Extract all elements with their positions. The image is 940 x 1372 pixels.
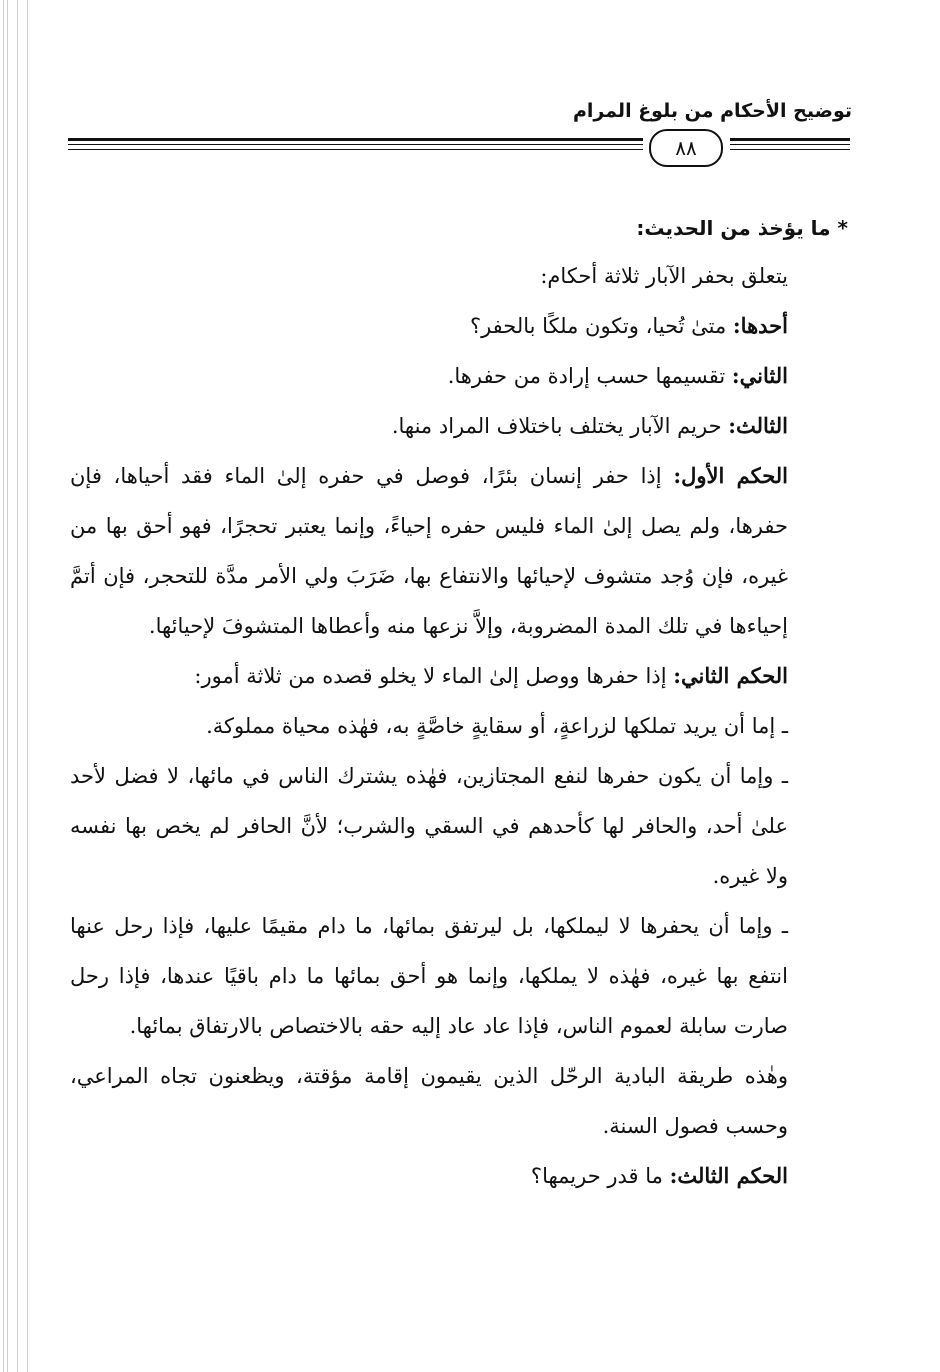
rule-label: الحكم الأول: (673, 463, 788, 488)
item-label: الثاني: (731, 363, 788, 388)
rule-text: إذا حفر إنسان بئرًا، فوصل في حفره إلىٰ الماء فقد أحياها، فإن حفرها، ولم يصل إلىٰ الماء فليس حفره إحياءً، وإنما يعتبر تحجرًا، فهو أحق بها من غيره، فإن وُجد متشوف لإحيائها والانتفاع بها، ضَرَبَ ولي الأمر مدَّة للتحجر، فإن أتمَّ إحياءها في تلك المدة المضروبة، وإلاَّ نزعها منه وأعطاها المتشوفَ لإحيائها. (70, 464, 788, 638)
item-label: أحدها: (732, 313, 788, 338)
intro-paragraph: يتعلق بحفر الآبار ثلاثة أحكام: (540, 264, 788, 288)
binding-rule (3, 0, 4, 1372)
header-rule-line (730, 149, 850, 150)
running-title: توضيح الأحكام من بلوغ المرام (572, 100, 852, 122)
binding-rule (27, 0, 28, 1372)
rule-three-paragraph (70, 1151, 848, 1201)
ruling-item-first (70, 301, 848, 351)
case-two-paragraph: ـ وإما أن يكون حفرها لنفع المجتازين، فهٰذه يشترك الناس في مائها، لا فضل لأحد علىٰ أحد، والحافر لها كأحدهم في السقي والشرب؛ لأنَّ الحافر لم يخص بها نفسه ولا غيره. (70, 764, 788, 888)
rule-two-paragraph (70, 651, 848, 701)
rule-label: الحكم الثاني: (673, 663, 788, 688)
binding-rule (7, 0, 8, 1372)
header-rule (60, 128, 850, 168)
rule-text: إذا حفرها ووصل إلىٰ الماء لا يخلو قصده من ثلاثة أمور: (194, 664, 674, 688)
ruling-item-second (70, 351, 848, 401)
section-heading: * ما يؤخذ من الحديث: (636, 216, 848, 240)
rule-label: الحكم الثالث: (669, 1163, 788, 1188)
header-rule-line (68, 144, 643, 145)
case-one-paragraph: ـ إما أن يريد تملكها لزراعةٍ، أو سقايةٍ خاصَّةٍ به، فهٰذه محياة مملوكة. (206, 714, 788, 738)
binding-margin (0, 0, 40, 1372)
item-label: الثالث: (728, 413, 788, 438)
page-body (70, 205, 848, 1201)
rule-text: ما قدر حريمها؟ (530, 1164, 670, 1188)
header-rule-line (730, 144, 850, 145)
binding-rule (17, 0, 18, 1372)
rule-one-paragraph (70, 451, 848, 651)
item-text: متىٰ تُحيا، وتكون ملكًا بالحفر؟ (469, 314, 733, 338)
ruling-item-third (70, 401, 848, 451)
item-text: تقسيمها حسب إرادة من حفرها. (447, 364, 732, 388)
nomads-paragraph: وهٰذه طريقة البادية الرحّل الذين يقيمون إقامة مؤقتة، ويظعنون تجاه المراعي، وحسب فصول السنة. (70, 1064, 788, 1138)
header-rule-line (730, 138, 850, 141)
book-page (60, 0, 860, 1372)
header-rule-line (68, 149, 643, 150)
page-number: ٨٨ (649, 129, 723, 167)
case-three-paragraph: ـ وإما أن يحفرها لا ليملكها، بل ليرتفق بمائها، ما دام مقيمًا عليها، فإذا رحل عنها انتفع بها غيره، فهٰذه لا يملكها، وإنما هو أحق بمائها ما دام باقيًا عندها، فإذا رحل صارت سابلة لعموم الناس، فإذا عاد عاد إليه حقه بالاختصاص بالارتفاق بمائها. (70, 914, 788, 1038)
item-text: حريم الآبار يختلف باختلاف المراد منها. (391, 414, 729, 438)
header-rule-line (68, 138, 643, 141)
